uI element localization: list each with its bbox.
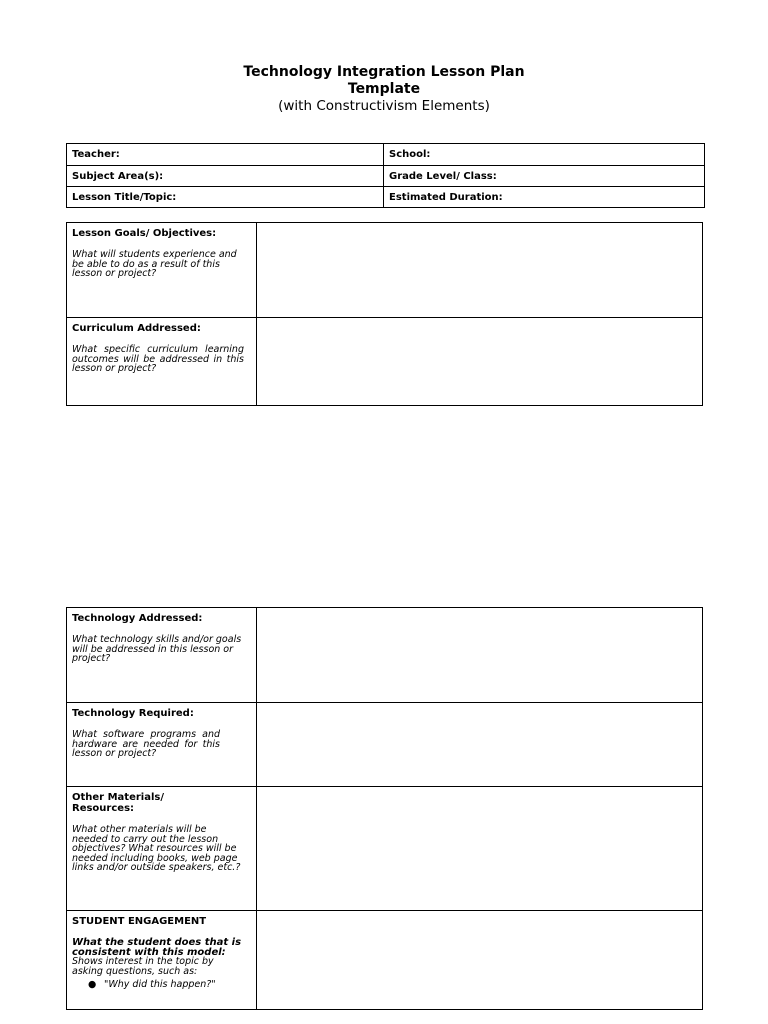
table-row: [67, 608, 703, 703]
curriculum-answer-cell[interactable]: [257, 318, 703, 406]
school-field[interactable]: School:: [384, 144, 705, 166]
student-engagement-answer-cell[interactable]: [257, 911, 703, 1010]
technology-addressed-question: What technology skills and/or goals will be addressed in this lesson or project?: [72, 634, 242, 664]
curriculum-label-cell: [67, 318, 257, 406]
document-title-line-2: Template: [347, 81, 421, 97]
table-row: [67, 911, 703, 1010]
grade-level-field[interactable]: Grade Level/ Class:: [384, 166, 705, 187]
materials-label-cell: [67, 787, 257, 911]
lesson-info-table: [66, 143, 705, 208]
bullet-icon: ●: [88, 979, 97, 990]
curriculum-question: What specific curriculum learning outcomes will be addressed in this lesson or project?: [72, 344, 244, 374]
student-engagement-heading: STUDENT ENGAGEMENT: [72, 916, 207, 927]
teacher-field[interactable]: Teacher:: [67, 144, 384, 166]
technology-required-label-cell: [67, 703, 257, 787]
technology-required-answer-cell[interactable]: [257, 703, 703, 787]
lesson-title-field[interactable]: Lesson Title/Topic:: [67, 187, 384, 208]
student-engagement-bold-question: What the student does that is consistent with this model:: [72, 937, 242, 958]
estimated-duration-field[interactable]: Estimated Duration:: [384, 187, 705, 208]
document-subtitle: (with Constructivism Elements): [278, 98, 490, 114]
document-title: Technology Integration Lesson Plan: [243, 64, 525, 80]
subject-area-field[interactable]: Subject Area(s):: [67, 166, 384, 187]
table-row: [67, 223, 703, 318]
goals-question: What will students experience and be able to do as a result of this lesson or project?: [72, 249, 237, 279]
technology-required-heading: Technology Required:: [72, 708, 194, 719]
technology-required-question: What software programs and hardware are needed for this lesson or project?: [72, 729, 220, 759]
materials-answer-cell[interactable]: [257, 787, 703, 911]
student-engagement-label-cell: [67, 911, 257, 1010]
goals-answer-cell[interactable]: [257, 223, 703, 318]
bullet-text: "Why did this happen?": [104, 979, 216, 990]
goals-curriculum-table: [66, 222, 703, 406]
table-row: [67, 787, 703, 911]
document-header: [0, 64, 768, 115]
technology-addressed-answer-cell[interactable]: [257, 608, 703, 703]
table-row: [67, 703, 703, 787]
technology-addressed-label-cell: [67, 608, 257, 703]
materials-question: What other materials will be needed to carry out the lesson objectives? What resources will be needed including books, web page links and/or outside speakers, etc.?: [72, 824, 241, 873]
curriculum-heading: Curriculum Addressed:: [72, 323, 201, 334]
table-row: [67, 166, 705, 187]
student-engagement-bullet: [72, 979, 244, 990]
goals-label-cell: [67, 223, 257, 318]
technology-addressed-heading: Technology Addressed:: [72, 613, 203, 624]
materials-heading: Other Materials/ Resources:: [72, 792, 164, 814]
table-row: [67, 187, 705, 208]
table-row: [67, 144, 705, 166]
technology-table: [66, 607, 703, 1010]
goals-heading: Lesson Goals/ Objectives:: [72, 228, 217, 239]
table-row: [67, 318, 703, 406]
student-engagement-question: Shows interest in the topic by asking questions, such as:: [72, 956, 214, 977]
